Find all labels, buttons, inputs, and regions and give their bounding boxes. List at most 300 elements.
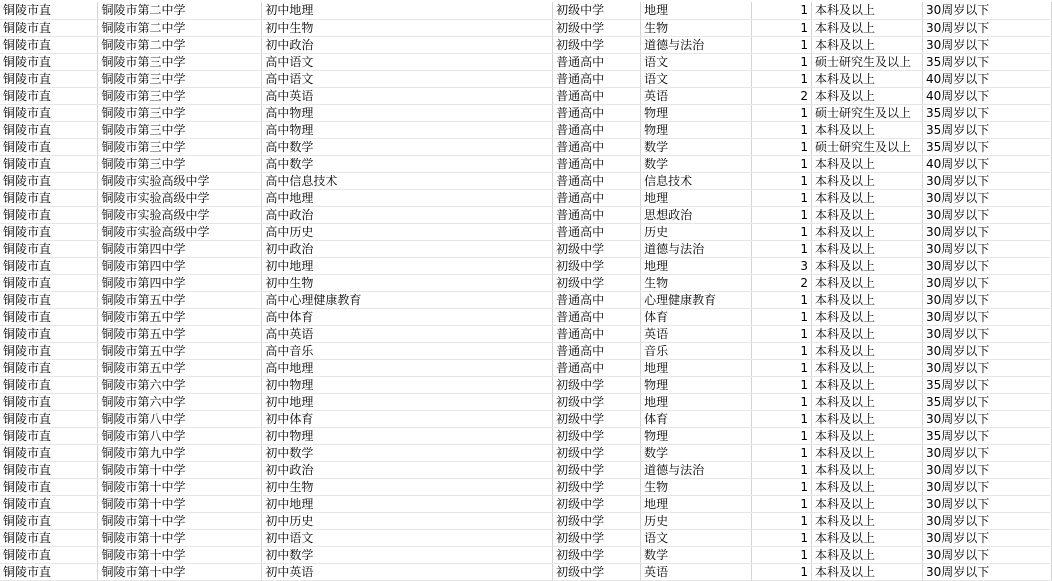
school-cell[interactable]: 铜陵市第五中学 [98, 342, 262, 359]
headcount-cell[interactable]: 1 [752, 36, 812, 53]
table-row [0, 291, 1052, 308]
education-cell[interactable]: 本科及以上 [812, 376, 923, 393]
subject-cell[interactable]: 语文 [641, 70, 752, 87]
education-cell[interactable]: 本科及以上 [812, 512, 923, 529]
school-type-cell[interactable]: 初级中学 [553, 495, 641, 512]
region-cell[interactable]: 铜陵市直 [0, 104, 98, 121]
education-cell[interactable]: 本科及以上 [812, 325, 923, 342]
position-cell[interactable]: 高中音乐 [262, 342, 553, 359]
age-limit-cell[interactable]: 30周岁以下 [923, 512, 1052, 529]
position-cell[interactable]: 高中物理 [262, 121, 553, 138]
headcount-cell[interactable]: 1 [752, 444, 812, 461]
school-type-cell[interactable]: 初级中学 [553, 257, 641, 274]
position-cell[interactable]: 初中政治 [262, 461, 553, 478]
age-limit-cell[interactable]: 30周岁以下 [923, 291, 1052, 308]
age-limit-cell[interactable]: 30周岁以下 [923, 563, 1052, 580]
subject-cell[interactable]: 物理 [641, 376, 752, 393]
table-row [0, 121, 1052, 138]
school-cell[interactable]: 铜陵市第十中学 [98, 461, 262, 478]
position-cell[interactable]: 初中地理 [262, 2, 553, 19]
subject-cell[interactable]: 生物 [641, 478, 752, 495]
school-cell[interactable]: 铜陵市实验高级中学 [98, 206, 262, 223]
region-cell[interactable]: 铜陵市直 [0, 325, 98, 342]
school-type-cell[interactable]: 普通高中 [553, 104, 641, 121]
school-cell[interactable]: 铜陵市第九中学 [98, 444, 262, 461]
school-type-cell[interactable]: 初级中学 [553, 19, 641, 36]
position-cell[interactable]: 高中体育 [262, 308, 553, 325]
school-type-cell[interactable]: 初级中学 [553, 410, 641, 427]
subject-cell[interactable]: 地理 [641, 189, 752, 206]
subject-cell[interactable]: 地理 [641, 495, 752, 512]
headcount-cell[interactable]: 1 [752, 308, 812, 325]
headcount-cell[interactable]: 1 [752, 410, 812, 427]
position-cell[interactable]: 高中数学 [262, 155, 553, 172]
age-limit-cell[interactable]: 35周岁以下 [923, 104, 1052, 121]
school-type-cell[interactable]: 普通高中 [553, 53, 641, 70]
headcount-cell[interactable]: 1 [752, 2, 812, 19]
region-cell[interactable]: 铜陵市直 [0, 563, 98, 580]
school-cell[interactable]: 铜陵市第十中学 [98, 529, 262, 546]
position-cell[interactable]: 初中地理 [262, 257, 553, 274]
age-limit-cell[interactable]: 30周岁以下 [923, 410, 1052, 427]
school-cell[interactable]: 铜陵市第五中学 [98, 359, 262, 376]
position-cell[interactable]: 高中数学 [262, 138, 553, 155]
age-limit-cell[interactable]: 30周岁以下 [923, 325, 1052, 342]
school-type-cell[interactable]: 初级中学 [553, 274, 641, 291]
region-cell[interactable]: 铜陵市直 [0, 546, 98, 563]
age-limit-cell[interactable]: 40周岁以下 [923, 87, 1052, 104]
school-cell[interactable]: 铜陵市第四中学 [98, 274, 262, 291]
education-cell[interactable]: 本科及以上 [812, 291, 923, 308]
headcount-cell[interactable]: 1 [752, 461, 812, 478]
age-limit-cell[interactable]: 35周岁以下 [923, 53, 1052, 70]
subject-cell[interactable]: 数学 [641, 546, 752, 563]
region-cell[interactable]: 铜陵市直 [0, 223, 98, 240]
headcount-cell[interactable]: 1 [752, 325, 812, 342]
region-cell[interactable]: 铜陵市直 [0, 393, 98, 410]
school-cell[interactable]: 铜陵市第二中学 [98, 19, 262, 36]
school-type-cell[interactable]: 普通高中 [553, 189, 641, 206]
school-type-cell[interactable]: 初级中学 [553, 512, 641, 529]
education-cell[interactable]: 本科及以上 [812, 308, 923, 325]
headcount-cell[interactable]: 1 [752, 104, 812, 121]
position-cell[interactable]: 高中心理健康教育 [262, 291, 553, 308]
school-cell[interactable]: 铜陵市第十中学 [98, 495, 262, 512]
region-cell[interactable]: 铜陵市直 [0, 376, 98, 393]
school-type-cell[interactable]: 初级中学 [553, 563, 641, 580]
school-type-cell[interactable]: 初级中学 [553, 2, 641, 19]
position-cell[interactable]: 初中数学 [262, 444, 553, 461]
table-row [0, 257, 1052, 274]
region-cell[interactable]: 铜陵市直 [0, 2, 98, 19]
subject-cell[interactable]: 地理 [641, 359, 752, 376]
region-cell[interactable]: 铜陵市直 [0, 359, 98, 376]
region-cell[interactable]: 铜陵市直 [0, 444, 98, 461]
age-limit-cell[interactable]: 30周岁以下 [923, 274, 1052, 291]
spreadsheet-grid [0, 2, 1052, 581]
school-type-cell[interactable]: 普通高中 [553, 70, 641, 87]
position-cell[interactable]: 初中体育 [262, 410, 553, 427]
education-cell[interactable]: 本科及以上 [812, 2, 923, 19]
education-cell[interactable]: 本科及以上 [812, 70, 923, 87]
position-cell[interactable]: 初中政治 [262, 36, 553, 53]
table-row [0, 274, 1052, 291]
headcount-cell[interactable]: 1 [752, 172, 812, 189]
age-limit-cell[interactable]: 35周岁以下 [923, 138, 1052, 155]
table-row [0, 206, 1052, 223]
school-type-cell[interactable]: 普通高中 [553, 121, 641, 138]
school-cell[interactable]: 铜陵市第二中学 [98, 36, 262, 53]
education-cell[interactable]: 硕士研究生及以上 [812, 138, 923, 155]
education-cell[interactable]: 本科及以上 [812, 546, 923, 563]
school-type-cell[interactable]: 普通高中 [553, 325, 641, 342]
table-row [0, 189, 1052, 206]
education-cell[interactable]: 本科及以上 [812, 274, 923, 291]
age-limit-cell[interactable]: 30周岁以下 [923, 342, 1052, 359]
subject-cell[interactable]: 心理健康教育 [641, 291, 752, 308]
education-cell[interactable]: 本科及以上 [812, 461, 923, 478]
school-type-cell[interactable]: 初级中学 [553, 529, 641, 546]
region-cell[interactable]: 铜陵市直 [0, 512, 98, 529]
region-cell[interactable]: 铜陵市直 [0, 257, 98, 274]
position-cell[interactable]: 高中英语 [262, 87, 553, 104]
headcount-cell[interactable]: 3 [752, 257, 812, 274]
position-cell[interactable]: 初中物理 [262, 376, 553, 393]
table-row [0, 104, 1052, 121]
school-cell[interactable]: 铜陵市第四中学 [98, 257, 262, 274]
headcount-cell[interactable]: 1 [752, 240, 812, 257]
school-cell[interactable]: 铜陵市第三中学 [98, 87, 262, 104]
school-type-cell[interactable]: 普通高中 [553, 291, 641, 308]
subject-cell[interactable]: 地理 [641, 257, 752, 274]
table-row [0, 546, 1052, 563]
age-limit-cell[interactable]: 30周岁以下 [923, 461, 1052, 478]
position-cell[interactable]: 高中英语 [262, 325, 553, 342]
table-row [0, 325, 1052, 342]
region-cell[interactable]: 铜陵市直 [0, 36, 98, 53]
school-cell[interactable]: 铜陵市第三中学 [98, 155, 262, 172]
subject-cell[interactable]: 道德与法治 [641, 36, 752, 53]
school-cell[interactable]: 铜陵市第三中学 [98, 121, 262, 138]
education-cell[interactable]: 本科及以上 [812, 155, 923, 172]
region-cell[interactable]: 铜陵市直 [0, 410, 98, 427]
region-cell[interactable]: 铜陵市直 [0, 206, 98, 223]
table-row [0, 19, 1052, 36]
table-row [0, 478, 1052, 495]
region-cell[interactable]: 铜陵市直 [0, 138, 98, 155]
school-type-cell[interactable]: 普通高中 [553, 87, 641, 104]
position-cell[interactable]: 高中政治 [262, 206, 553, 223]
subject-cell[interactable]: 历史 [641, 223, 752, 240]
school-cell[interactable]: 铜陵市第六中学 [98, 393, 262, 410]
subject-cell[interactable]: 英语 [641, 87, 752, 104]
headcount-cell[interactable]: 1 [752, 495, 812, 512]
region-cell[interactable]: 铜陵市直 [0, 461, 98, 478]
subject-cell[interactable]: 历史 [641, 512, 752, 529]
school-type-cell[interactable]: 普通高中 [553, 155, 641, 172]
age-limit-cell[interactable]: 30周岁以下 [923, 36, 1052, 53]
school-type-cell[interactable]: 初级中学 [553, 546, 641, 563]
education-cell[interactable]: 硕士研究生及以上 [812, 53, 923, 70]
age-limit-cell[interactable]: 30周岁以下 [923, 444, 1052, 461]
headcount-cell[interactable]: 1 [752, 512, 812, 529]
school-type-cell[interactable]: 普通高中 [553, 138, 641, 155]
age-limit-cell[interactable]: 30周岁以下 [923, 546, 1052, 563]
region-cell[interactable]: 铜陵市直 [0, 308, 98, 325]
education-cell[interactable]: 本科及以上 [812, 529, 923, 546]
subject-cell[interactable]: 道德与法治 [641, 240, 752, 257]
subject-cell[interactable]: 物理 [641, 427, 752, 444]
region-cell[interactable]: 铜陵市直 [0, 70, 98, 87]
school-type-cell[interactable]: 初级中学 [553, 376, 641, 393]
subject-cell[interactable]: 道德与法治 [641, 461, 752, 478]
subject-cell[interactable]: 音乐 [641, 342, 752, 359]
table-row [0, 359, 1052, 376]
position-cell[interactable]: 初中地理 [262, 393, 553, 410]
age-limit-cell[interactable]: 30周岁以下 [923, 206, 1052, 223]
position-cell[interactable]: 高中地理 [262, 189, 553, 206]
table-row [0, 393, 1052, 410]
headcount-cell[interactable]: 2 [752, 87, 812, 104]
region-cell[interactable]: 铜陵市直 [0, 87, 98, 104]
age-limit-cell[interactable]: 35周岁以下 [923, 427, 1052, 444]
school-cell[interactable]: 铜陵市第十中学 [98, 478, 262, 495]
headcount-cell[interactable]: 1 [752, 206, 812, 223]
headcount-cell[interactable]: 1 [752, 427, 812, 444]
age-limit-cell[interactable]: 40周岁以下 [923, 155, 1052, 172]
subject-cell[interactable]: 地理 [641, 393, 752, 410]
school-type-cell[interactable]: 普通高中 [553, 223, 641, 240]
education-cell[interactable]: 本科及以上 [812, 36, 923, 53]
table-row [0, 2, 1052, 19]
education-cell[interactable]: 本科及以上 [812, 172, 923, 189]
school-cell[interactable]: 铜陵市实验高级中学 [98, 172, 262, 189]
school-cell[interactable]: 铜陵市实验高级中学 [98, 223, 262, 240]
education-cell[interactable]: 硕士研究生及以上 [812, 104, 923, 121]
school-cell[interactable]: 铜陵市第三中学 [98, 104, 262, 121]
age-limit-cell[interactable]: 30周岁以下 [923, 2, 1052, 19]
subject-cell[interactable]: 思想政治 [641, 206, 752, 223]
position-cell[interactable]: 高中物理 [262, 104, 553, 121]
subject-cell[interactable]: 生物 [641, 19, 752, 36]
school-type-cell[interactable]: 初级中学 [553, 240, 641, 257]
table-row [0, 427, 1052, 444]
school-type-cell[interactable]: 普通高中 [553, 359, 641, 376]
school-cell[interactable]: 铜陵市第三中学 [98, 138, 262, 155]
position-cell[interactable]: 初中英语 [262, 563, 553, 580]
position-cell[interactable]: 初中生物 [262, 274, 553, 291]
table-row [0, 36, 1052, 53]
headcount-cell[interactable]: 1 [752, 223, 812, 240]
region-cell[interactable]: 铜陵市直 [0, 291, 98, 308]
subject-cell[interactable]: 地理 [641, 2, 752, 19]
school-cell[interactable]: 铜陵市实验高级中学 [98, 189, 262, 206]
age-limit-cell[interactable]: 30周岁以下 [923, 189, 1052, 206]
education-cell[interactable]: 本科及以上 [812, 495, 923, 512]
school-type-cell[interactable]: 普通高中 [553, 206, 641, 223]
school-type-cell[interactable]: 初级中学 [553, 36, 641, 53]
position-cell[interactable]: 初中地理 [262, 495, 553, 512]
headcount-cell[interactable]: 1 [752, 359, 812, 376]
age-limit-cell[interactable]: 30周岁以下 [923, 257, 1052, 274]
region-cell[interactable]: 铜陵市直 [0, 19, 98, 36]
school-type-cell[interactable]: 初级中学 [553, 444, 641, 461]
subject-cell[interactable]: 数学 [641, 138, 752, 155]
school-type-cell[interactable]: 普通高中 [553, 308, 641, 325]
position-cell[interactable]: 高中信息技术 [262, 172, 553, 189]
region-cell[interactable]: 铜陵市直 [0, 529, 98, 546]
headcount-cell[interactable]: 1 [752, 563, 812, 580]
table-row [0, 376, 1052, 393]
subject-cell[interactable]: 数学 [641, 444, 752, 461]
education-cell[interactable]: 本科及以上 [812, 240, 923, 257]
school-cell[interactable]: 铜陵市第五中学 [98, 291, 262, 308]
education-cell[interactable]: 本科及以上 [812, 359, 923, 376]
school-cell[interactable]: 铜陵市第三中学 [98, 53, 262, 70]
headcount-cell[interactable]: 1 [752, 189, 812, 206]
table-row [0, 53, 1052, 70]
age-limit-cell[interactable]: 30周岁以下 [923, 308, 1052, 325]
position-cell[interactable]: 高中地理 [262, 359, 553, 376]
age-limit-cell[interactable]: 35周岁以下 [923, 121, 1052, 138]
subject-cell[interactable]: 物理 [641, 121, 752, 138]
age-limit-cell[interactable]: 30周岁以下 [923, 172, 1052, 189]
education-cell[interactable]: 本科及以上 [812, 223, 923, 240]
headcount-cell[interactable]: 1 [752, 529, 812, 546]
region-cell[interactable]: 铜陵市直 [0, 53, 98, 70]
subject-cell[interactable]: 语文 [641, 53, 752, 70]
position-cell[interactable]: 初中生物 [262, 19, 553, 36]
headcount-cell[interactable]: 1 [752, 342, 812, 359]
school-cell[interactable]: 铜陵市第四中学 [98, 240, 262, 257]
region-cell[interactable]: 铜陵市直 [0, 172, 98, 189]
education-cell[interactable]: 本科及以上 [812, 121, 923, 138]
position-cell[interactable]: 初中生物 [262, 478, 553, 495]
region-cell[interactable]: 铜陵市直 [0, 478, 98, 495]
age-limit-cell[interactable]: 40周岁以下 [923, 70, 1052, 87]
table-row [0, 240, 1052, 257]
age-limit-cell[interactable]: 30周岁以下 [923, 19, 1052, 36]
position-cell[interactable]: 高中语文 [262, 53, 553, 70]
school-cell[interactable]: 铜陵市第十中学 [98, 563, 262, 580]
subject-cell[interactable]: 数学 [641, 155, 752, 172]
school-type-cell[interactable]: 初级中学 [553, 461, 641, 478]
subject-cell[interactable]: 体育 [641, 308, 752, 325]
education-cell[interactable]: 本科及以上 [812, 87, 923, 104]
age-limit-cell[interactable]: 30周岁以下 [923, 240, 1052, 257]
school-cell[interactable]: 铜陵市第八中学 [98, 410, 262, 427]
school-type-cell[interactable]: 初级中学 [553, 427, 641, 444]
education-cell[interactable]: 本科及以上 [812, 393, 923, 410]
table-row [0, 155, 1052, 172]
education-cell[interactable]: 本科及以上 [812, 257, 923, 274]
region-cell[interactable]: 铜陵市直 [0, 121, 98, 138]
subject-cell[interactable]: 物理 [641, 104, 752, 121]
table-row [0, 342, 1052, 359]
region-cell[interactable]: 铜陵市直 [0, 189, 98, 206]
position-cell[interactable]: 初中历史 [262, 512, 553, 529]
education-cell[interactable]: 本科及以上 [812, 444, 923, 461]
table-row [0, 444, 1052, 461]
school-type-cell[interactable]: 初级中学 [553, 478, 641, 495]
education-cell[interactable]: 本科及以上 [812, 427, 923, 444]
education-cell[interactable]: 本科及以上 [812, 478, 923, 495]
region-cell[interactable]: 铜陵市直 [0, 240, 98, 257]
table-row [0, 70, 1052, 87]
table-row [0, 410, 1052, 427]
age-limit-cell[interactable]: 30周岁以下 [923, 223, 1052, 240]
subject-cell[interactable]: 生物 [641, 274, 752, 291]
education-cell[interactable]: 本科及以上 [812, 410, 923, 427]
education-cell[interactable]: 本科及以上 [812, 19, 923, 36]
age-limit-cell[interactable]: 35周岁以下 [923, 393, 1052, 410]
headcount-cell[interactable]: 1 [752, 478, 812, 495]
school-cell[interactable]: 铜陵市第十中学 [98, 512, 262, 529]
position-cell[interactable]: 高中历史 [262, 223, 553, 240]
table-row [0, 308, 1052, 325]
subject-cell[interactable]: 英语 [641, 325, 752, 342]
table-row [0, 512, 1052, 529]
age-limit-cell[interactable]: 35周岁以下 [923, 376, 1052, 393]
age-limit-cell[interactable]: 30周岁以下 [923, 495, 1052, 512]
region-cell[interactable]: 铜陵市直 [0, 342, 98, 359]
school-cell[interactable]: 铜陵市第二中学 [98, 2, 262, 19]
school-cell[interactable]: 铜陵市第六中学 [98, 376, 262, 393]
school-type-cell[interactable]: 普通高中 [553, 172, 641, 189]
education-cell[interactable]: 本科及以上 [812, 206, 923, 223]
age-limit-cell[interactable]: 30周岁以下 [923, 478, 1052, 495]
region-cell[interactable]: 铜陵市直 [0, 274, 98, 291]
region-cell[interactable]: 铜陵市直 [0, 495, 98, 512]
headcount-cell[interactable]: 1 [752, 376, 812, 393]
headcount-cell[interactable]: 1 [752, 138, 812, 155]
subject-cell[interactable]: 语文 [641, 529, 752, 546]
school-cell[interactable]: 铜陵市第五中学 [98, 325, 262, 342]
subject-cell[interactable]: 信息技术 [641, 172, 752, 189]
region-cell[interactable]: 铜陵市直 [0, 427, 98, 444]
region-cell[interactable]: 铜陵市直 [0, 155, 98, 172]
headcount-cell[interactable]: 1 [752, 291, 812, 308]
position-cell[interactable]: 高中语文 [262, 70, 553, 87]
headcount-cell[interactable]: 1 [752, 121, 812, 138]
position-cell[interactable]: 初中语文 [262, 529, 553, 546]
school-cell[interactable]: 铜陵市第五中学 [98, 308, 262, 325]
headcount-cell[interactable]: 1 [752, 393, 812, 410]
subject-cell[interactable]: 体育 [641, 410, 752, 427]
school-cell[interactable]: 铜陵市第十中学 [98, 546, 262, 563]
headcount-cell[interactable]: 2 [752, 274, 812, 291]
position-cell[interactable]: 初中物理 [262, 427, 553, 444]
headcount-cell[interactable]: 1 [752, 53, 812, 70]
school-type-cell[interactable]: 普通高中 [553, 342, 641, 359]
headcount-cell[interactable]: 1 [752, 19, 812, 36]
position-cell[interactable]: 初中政治 [262, 240, 553, 257]
education-cell[interactable]: 本科及以上 [812, 342, 923, 359]
age-limit-cell[interactable]: 30周岁以下 [923, 529, 1052, 546]
position-cell[interactable]: 初中数学 [262, 546, 553, 563]
table-row [0, 529, 1052, 546]
subject-cell[interactable]: 英语 [641, 563, 752, 580]
education-cell[interactable]: 本科及以上 [812, 189, 923, 206]
headcount-cell[interactable]: 1 [752, 155, 812, 172]
school-cell[interactable]: 铜陵市第八中学 [98, 427, 262, 444]
age-limit-cell[interactable]: 30周岁以下 [923, 359, 1052, 376]
headcount-cell[interactable]: 1 [752, 70, 812, 87]
education-cell[interactable]: 本科及以上 [812, 563, 923, 580]
school-cell[interactable]: 铜陵市第三中学 [98, 70, 262, 87]
headcount-cell[interactable]: 1 [752, 546, 812, 563]
school-type-cell[interactable]: 初级中学 [553, 393, 641, 410]
